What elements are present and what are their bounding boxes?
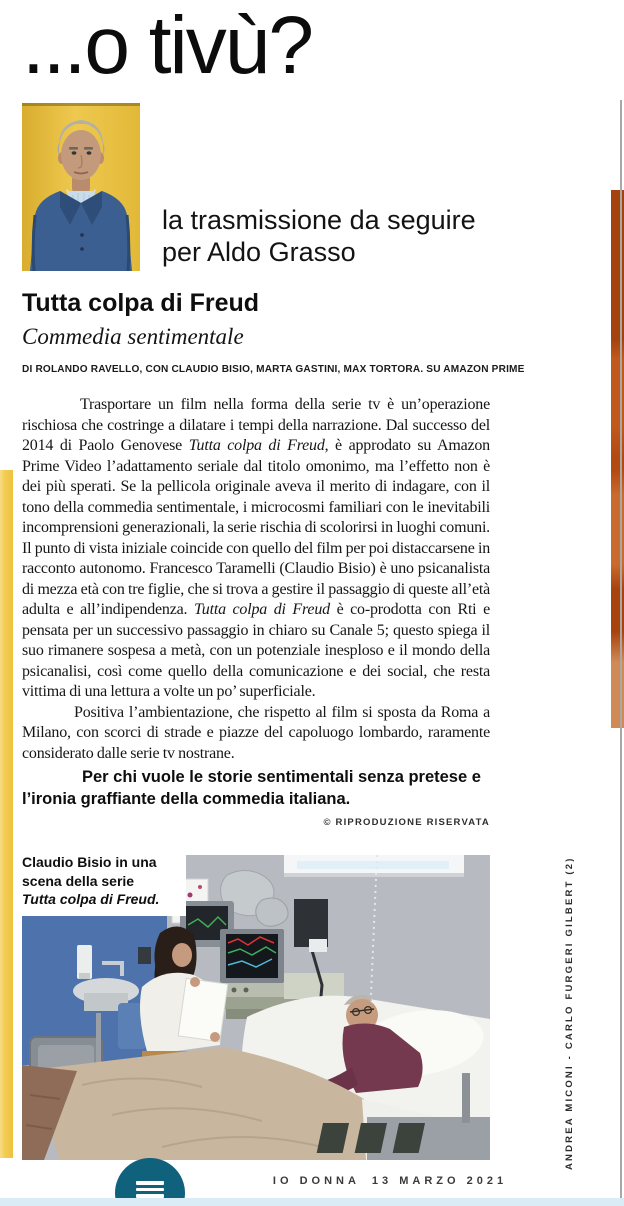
issue-date: 13 MARZO 2021 [371, 1175, 508, 1187]
page-title: ...o tivù? [22, 0, 312, 91]
verdict-text: Per chi vuole le storie sentimentali senza pretese e l’ironia graffiante della commedia italiana. [22, 768, 481, 808]
left-yellow-strip [0, 470, 13, 1158]
footer-folio [240, 1175, 540, 1187]
right-vertical-rule [620, 100, 622, 1198]
body-paragraph: Trasportare un film nella forma della serie tv è un’operazione rischiosa che costringe a dilatare i tempi della narrazione. Dal successo del 2014 di Paolo Genovese Tutta colpa di Freud, è approdato su Amazon Prime Video l’adattamento seriale dal titolo omonimo, ma l’effetto non è dei più sperati. Se la pellicola originale aveva il merito di indagare, con il tono della commedia sentimentale, i microcosmi familiari con le inevitabili incomprensioni generazionali, la serie rischia di scolorirsi in luoghi comuni. Il punto di vista iniziale coincide con quello del film per poi distaccarsene in racconto autonomo. Francesco Taramelli (Claudio Bisio) è uno psicanalista di mezza età con tre figlie, che si trova a gestire il passaggio di queste all’età adulta e all’indipendenza. Tutta colpa di Freud è co-prodotta con Rti e pensata per un successivo passaggio in chiaro su Canale 5; questo spiega il suo rimanere sospesa a metà, con un potenziale inesploso e il mondo della psicanalisi, così come quello della comunicazione e dei social, che resta vittima di una lettura a volte un po’ superficiale. [22, 396, 490, 700]
right-orange-texture-strip [611, 190, 624, 728]
article-body [22, 395, 490, 828]
deck-text: la trasmissione da seguire per Aldo Grasso [162, 205, 476, 267]
caption-line: scena della serie [22, 872, 135, 889]
magazine-name: IO DONNA [272, 1175, 360, 1187]
photo-caption [22, 850, 186, 916]
author-photo [22, 103, 140, 271]
aldo-grasso-portrait [22, 103, 140, 271]
copyright-notice: © RIPRODUZIONE RISERVATA [323, 817, 490, 828]
caption-line: Claudio Bisio in una [22, 854, 157, 870]
caption-series-title: Tutta colpa di Freud. [22, 891, 160, 907]
body-paragraph: Positiva l’ambientazione, che rispetto al film si sposta da Roma a Milano, con scorci di strade e piazze del capoluogo lombardo, raramente considerato dalle serie tv nostrane. [22, 703, 490, 762]
photo-credit: ANDREA MICONI - CARLO FURGERI GILBERT (2) [564, 856, 575, 1170]
review-credits: DI ROLANDO RAVELLO, CON CLAUDIO BISIO, MARTA GASTINI, MAX TORTORA. SU AMAZON PRIME [22, 363, 525, 375]
bottom-blue-strip [0, 1198, 624, 1206]
review-title: Tutta colpa di Freud [22, 289, 260, 317]
review-genre: Commedia sentimentale [22, 324, 244, 349]
